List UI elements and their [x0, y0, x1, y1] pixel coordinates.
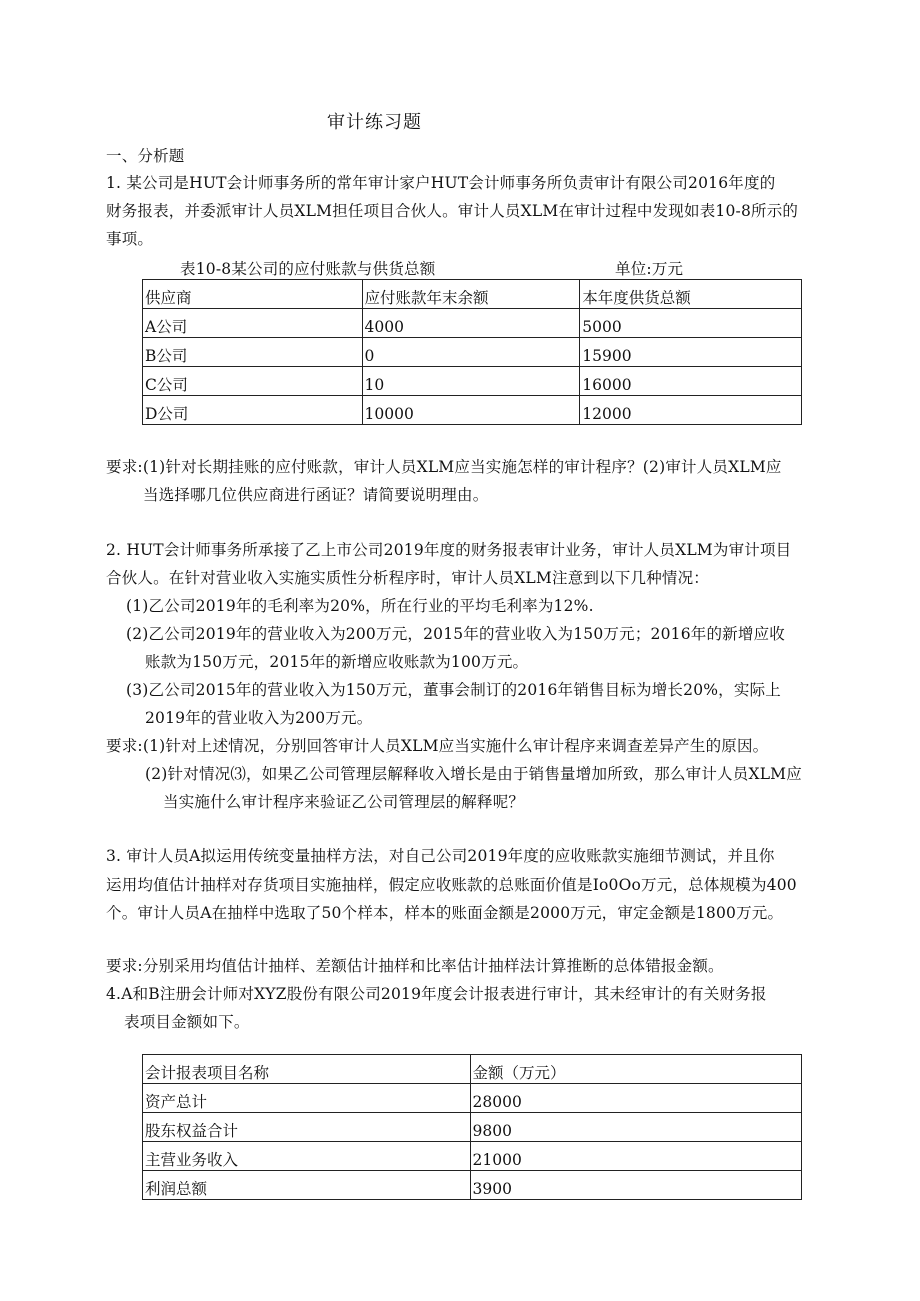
- table-row: [143, 338, 802, 367]
- table-cell: A公司: [143, 309, 363, 338]
- table-cell: B公司: [143, 338, 363, 367]
- q2-case2-line1: (2)乙公司2019年的营业收入为200万元，2015年的营业收入为150万元；2016年的新增应收: [126, 625, 785, 643]
- q2-line2: 合伙人。在针对营业收入实施实质性分析程序时，审计人员XLM注意到以下几种情况：: [106, 569, 710, 587]
- table-row: [143, 396, 802, 425]
- table-cell: 9800: [470, 1113, 801, 1142]
- table-row: [143, 1171, 802, 1200]
- q2-case3-line2: 2019年的营业收入为200万元。: [145, 709, 373, 727]
- q1-table-unit: 单位:万元: [615, 260, 684, 278]
- q1-line3: 事项。: [106, 230, 154, 248]
- financial-items-table: [142, 1054, 802, 1200]
- table-header-row: [143, 1055, 802, 1084]
- table-row: [143, 309, 802, 338]
- q1-requirement-line2: 当选择哪几位供应商进行函证？请简要说明理由。: [143, 486, 489, 504]
- table-cell: 3900: [470, 1171, 801, 1200]
- table-cell: C公司: [143, 367, 363, 396]
- table-cell: 12000: [580, 396, 802, 425]
- section-heading: 一、分析题: [106, 147, 185, 165]
- table-cell: 主营业务收入: [143, 1142, 471, 1171]
- q1-table-caption: 表10-8某公司的应付账款与供货总额: [180, 260, 436, 278]
- table-cell: 4000: [362, 309, 580, 338]
- q4-line2: 表项目金额如下。: [124, 1013, 250, 1031]
- table-header-cell: 供应商: [143, 280, 363, 309]
- q2-case3-line1: (3)乙公司2015年的营业收入为150万元，董事会制订的2016年销售目标为增长20%，实际上: [126, 681, 781, 699]
- q2-requirement-line2: (2)针对情况⑶，如果乙公司管理层解释收入增长是由于销售量增加所致，那么审计人员XLM应: [145, 765, 802, 783]
- q2-requirement-line1: 要求:(1)针对上述情况，分别回答审计人员XLM应当实施什么审计程序来调查差异产生的原因。: [106, 737, 769, 755]
- table-cell: 10: [362, 367, 580, 396]
- q3-line3: 个。审计人员A在抽样中选取了50个样本，样本的账面金额是2000万元，审定金额是1800万元。: [106, 904, 784, 922]
- table-cell: 28000: [470, 1084, 801, 1113]
- table-cell: 5000: [580, 309, 802, 338]
- q1-line2: 财务报表，并委派审计人员XLM担任项目合伙人。审计人员XLM在审计过程中发现如表10-8所示的: [106, 202, 799, 220]
- table-cell: 10000: [362, 396, 580, 425]
- table-header-cell: 会计报表项目名称: [143, 1055, 471, 1084]
- q3-line1: 3. 审计人员A拟运用传统变量抽样方法，对自己公司2019年度的应收账款实施细节测试，并且你: [106, 847, 775, 865]
- q2-requirement-line3: 当实施什么审计程序来验证乙公司管理层的解释呢？: [163, 793, 525, 811]
- table-row: [143, 367, 802, 396]
- table-row: [143, 1142, 802, 1171]
- table-cell: 资产总计: [143, 1084, 471, 1113]
- table-cell: 股东权益合计: [143, 1113, 471, 1142]
- q1-line1: 1. 某公司是HUT会计师事务所的常年审计家户HUT会计师事务所负责审计有限公司2016年度的: [106, 174, 776, 192]
- table-row: [143, 1084, 802, 1113]
- table-cell: D公司: [143, 396, 363, 425]
- table-cell: 0: [362, 338, 580, 367]
- table-header-cell: 金额（万元）: [470, 1055, 801, 1084]
- table-cell: 21000: [470, 1142, 801, 1171]
- q1-requirement-line1: 要求:(1)针对长期挂账的应付账款，审计人员XLM应当实施怎样的审计程序？(2)审计人员XLM应: [106, 458, 782, 476]
- table-header-cell: 本年度供货总额: [580, 280, 802, 309]
- q2-case1: (1)乙公司2019年的毛利率为20%，所在行业的平均毛利率为12%.: [126, 597, 594, 615]
- q3-line2: 运用均值估计抽样对存货项目实施抽样，假定应收账款的总账面价值是Io0Oo万元，总体规模为400: [106, 876, 797, 894]
- q3-requirement: 要求:分别采用均值估计抽样、差额估计抽样和比率估计抽样法计算推断的总体错报金额。: [106, 957, 724, 975]
- q4-line1: 4.A和B注册会计师对XYZ股份有限公司2019年度会计报表进行审计，其未经审计的有关财务报: [106, 985, 767, 1003]
- table-header-row: [143, 280, 802, 309]
- page-title: 审计练习题: [327, 112, 422, 133]
- table-cell: 15900: [580, 338, 802, 367]
- table-cell: 利润总额: [143, 1171, 471, 1200]
- q2-case2-line2: 账款为150万元，2015年的新增应收账款为100万元。: [145, 653, 529, 671]
- table-header-cell: 应付账款年末余额: [362, 280, 580, 309]
- q2-line1: 2. HUT会计师事务所承接了乙上市公司2019年度的财务报表审计业务，审计人员XLM为审计项目: [106, 541, 792, 559]
- table-cell: 16000: [580, 367, 802, 396]
- supplier-table: [142, 279, 802, 425]
- table-row: [143, 1113, 802, 1142]
